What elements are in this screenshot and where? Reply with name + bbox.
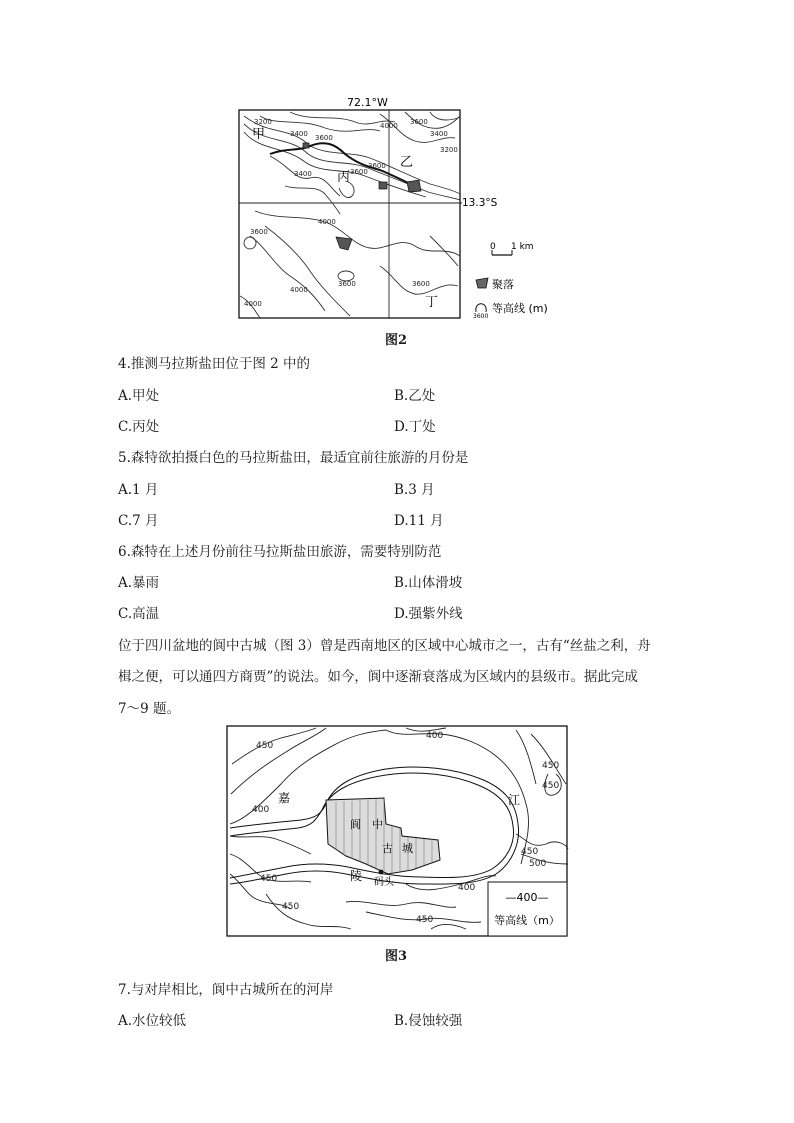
scale-bar — [490, 242, 534, 255]
dock-point — [379, 870, 384, 875]
longitude-label: 72.1°W — [347, 96, 388, 109]
legend-settlement: 聚落 — [492, 278, 514, 291]
contour-label: 3200 — [440, 146, 458, 154]
city-char: 中 — [372, 818, 383, 831]
passage-line-3: 7～9 题。 — [118, 701, 180, 717]
contour-value-labels — [244, 118, 458, 308]
contour-label: 450 — [416, 915, 434, 925]
city-char: 古 — [382, 842, 393, 855]
passage-line-1: 位于四川盆地的阆中古城（图 3）曾是西南地区的区域中心城市之一，古有“丝盐之利，舟 — [118, 638, 651, 654]
question-6-option-c: C.高温 — [118, 606, 160, 622]
figure-3 — [226, 724, 570, 940]
place-yi: 乙 — [400, 155, 414, 170]
figure-2-caption: 图2 — [385, 333, 408, 348]
question-6-option-b: B.山体滑坡 — [394, 575, 463, 591]
question-5-option-d: D.11 月 — [394, 513, 444, 529]
figure-3-map — [226, 724, 570, 940]
contour-legend-icon — [476, 304, 486, 312]
question-4-option-d: D.丁处 — [394, 419, 436, 435]
contour-label: 500 — [529, 859, 547, 869]
contour-label: 450 — [521, 847, 539, 857]
question-5-option-a: A.1 月 — [118, 482, 159, 498]
question-7-option-a: A.水位较低 — [118, 1013, 187, 1029]
question-5-stem: 5.森特欲拍摄白色的马拉斯盐田，最适宜前往旅游的月份是 — [118, 450, 469, 466]
legend-contour: 等高线 (m) — [492, 302, 548, 315]
contour-label: 3600 — [350, 168, 368, 176]
old-town-area — [326, 798, 440, 874]
question-6-stem: 6.森特在上述月份前往马拉斯盐田旅游，需要特别防范 — [118, 544, 442, 560]
question-4-stem: 4.推测马拉斯盐田位于图 2 中的 — [118, 356, 311, 372]
scale-one-km: 1 km — [511, 242, 534, 252]
city-char: 城 — [402, 842, 413, 855]
dock-label: 码头 — [374, 877, 394, 888]
contour-label: 3600 — [250, 228, 268, 236]
passage-line-2: 楫之便，可以通四方商贾”的说法。如今，阆中逐渐衰落成为区域内的县级市。据此完成 — [118, 669, 638, 685]
contour-label: 450 — [260, 874, 278, 884]
contour-label: 3200 — [254, 118, 272, 126]
contour-label: 3600 — [368, 162, 386, 170]
contour-label: 3600 — [315, 134, 333, 142]
contour-label: 450 — [542, 781, 560, 791]
place-bing: 丙 — [337, 170, 351, 185]
contour-label: 3600 — [412, 280, 430, 288]
legend-contour-value: —400— — [505, 891, 549, 904]
question-5-option-b: B.3 月 — [394, 482, 435, 498]
figure-2 — [230, 96, 570, 326]
figure-2-map — [230, 96, 570, 326]
question-6-option-a: A.暴雨 — [118, 575, 160, 591]
contour-label: 450 — [256, 741, 274, 751]
contour-label: 4000 — [380, 122, 398, 130]
settlement-legend-icon — [476, 278, 488, 288]
question-4-option-b: B.乙处 — [394, 388, 436, 404]
contour-label: 4000 — [244, 300, 262, 308]
contour-label: 450 — [282, 902, 300, 912]
river-char: 嘉 — [278, 791, 291, 805]
legend-contour-label: 等高线（m） — [494, 914, 560, 927]
question-4-option-a: A.甲处 — [118, 388, 160, 404]
river-char: 江 — [508, 793, 521, 807]
scale-zero: 0 — [490, 242, 496, 252]
question-6-option-d: D.强紫外线 — [394, 606, 463, 622]
question-4-option-c: C.丙处 — [118, 419, 160, 435]
contour-label: 3400 — [294, 170, 312, 178]
city-char: 阆 — [350, 818, 361, 831]
contour-label: 3400 — [290, 130, 308, 138]
contour-label: 400 — [252, 805, 270, 815]
contour-label: 4000 — [318, 218, 336, 226]
figure-3-caption: 图3 — [385, 949, 408, 964]
contour-label: 3600 — [410, 118, 428, 126]
river-char: 陵 — [350, 869, 363, 883]
contour-label: 4000 — [290, 286, 308, 294]
contour-label: 400 — [458, 883, 476, 893]
contour-label: 400 — [426, 731, 444, 741]
legend — [473, 277, 548, 320]
contour-label: 450 — [542, 761, 560, 771]
latitude-label: 13.3°S — [462, 197, 498, 209]
place-jia: 甲 — [252, 127, 266, 142]
place-ding: 丁 — [425, 295, 439, 310]
question-5-option-c: C.7 月 — [118, 513, 159, 529]
question-7-stem: 7.与对岸相比，阆中古城所在的河岸 — [118, 982, 334, 998]
contour-label: 3400 — [430, 130, 448, 138]
contour-label: 3600 — [338, 280, 356, 288]
question-7-option-b: B.侵蚀较强 — [394, 1013, 463, 1029]
legend-contour-value: 3600 — [473, 313, 489, 320]
